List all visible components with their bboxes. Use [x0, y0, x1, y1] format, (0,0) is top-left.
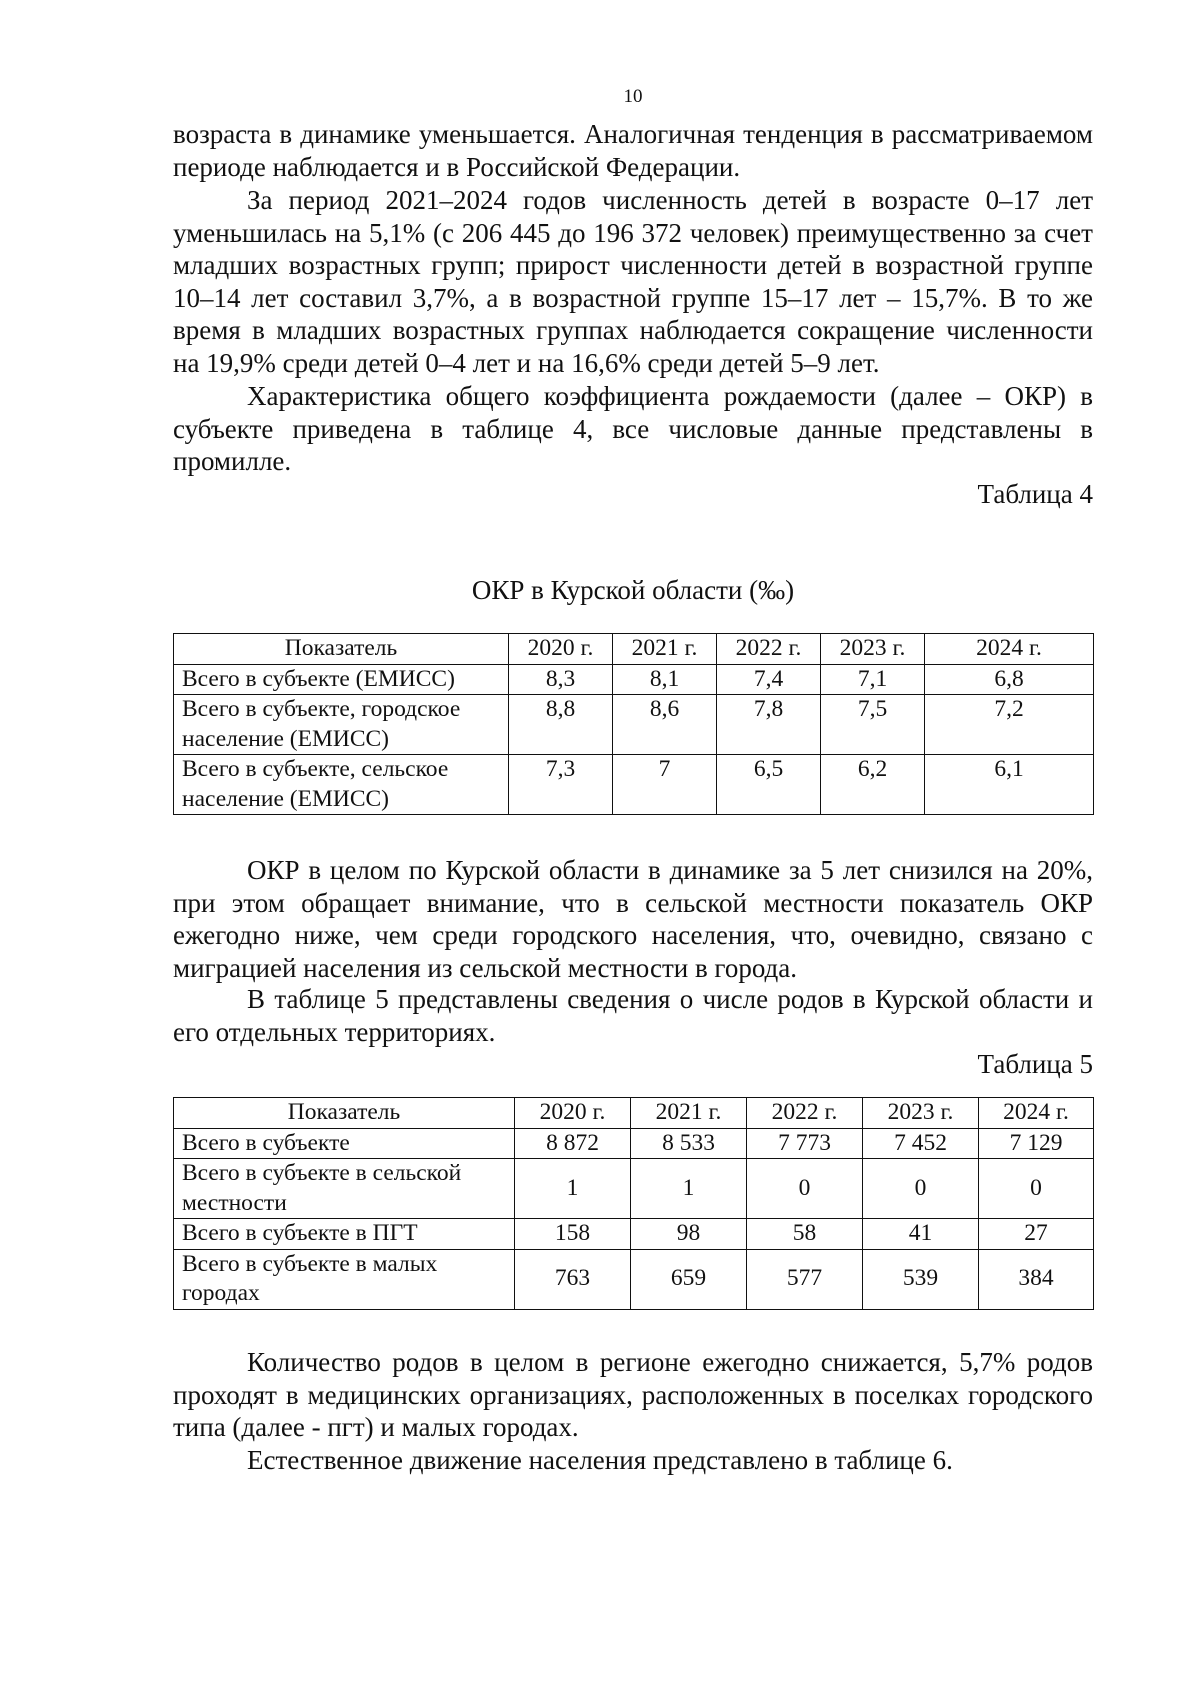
paragraph-4: ОКР в целом по Курской области в динамике за 5 лет снизился на 20%, при этом обращает внимание, что в сельской местности показатель ОКР ежегодно ниже, чем среди городского населения, что, очевидно, связано с миграцией населения из сельской местности в города.: [173, 855, 1093, 983]
table4-cell: 7,1: [821, 664, 925, 695]
table4-caption: Таблица 4: [977, 479, 1093, 509]
table4-cell: 7,8: [717, 695, 821, 755]
table4-cell: 8,3: [509, 664, 613, 695]
table4-cell: Всего в субъекте, сельское население (ЕМИСС): [174, 755, 509, 815]
table5-cell: 8 533: [631, 1128, 747, 1159]
table5-cell: 384: [979, 1249, 1094, 1309]
table5-cell: 763: [515, 1249, 631, 1309]
table5-cell: 7 129: [979, 1128, 1094, 1159]
table4-cell: 8,8: [509, 695, 613, 755]
table-row: [174, 1219, 1094, 1250]
table5-cell: 7 452: [863, 1128, 979, 1159]
table-row: [174, 755, 1094, 815]
table5-cell: 0: [747, 1159, 863, 1219]
paragraph-7: Естественное движение населения представлено в таблице 6.: [247, 1445, 953, 1475]
table5: [173, 1097, 1094, 1310]
table-row: [174, 664, 1094, 695]
table4-header-row: [174, 634, 1094, 665]
table5-cell: 1: [515, 1159, 631, 1219]
table4-cell: 7: [613, 755, 717, 815]
table5-cell: 58: [747, 1219, 863, 1250]
table4-cell: 7,3: [509, 755, 613, 815]
table4-cell: 7,5: [821, 695, 925, 755]
table5-cell: 539: [863, 1249, 979, 1309]
table5-header-row: [174, 1098, 1094, 1129]
table4-cell: 6,8: [925, 664, 1094, 695]
table-row: [174, 1159, 1094, 1219]
table5-cell: 158: [515, 1219, 631, 1250]
table4-header-cell: 2020 г.: [509, 634, 613, 665]
table5-cell: 659: [631, 1249, 747, 1309]
table4-header-cell: Показатель: [174, 634, 509, 665]
table4-cell: Всего в субъекте (ЕМИСС): [174, 664, 509, 695]
table5-cell: Всего в субъекте в ПГТ: [174, 1219, 515, 1250]
table5-cell: 577: [747, 1249, 863, 1309]
table5-header-cell: 2024 г.: [979, 1098, 1094, 1129]
page-number: 10: [623, 86, 643, 107]
table5-header-cell: 2020 г.: [515, 1098, 631, 1129]
table5-header-cell: 2023 г.: [863, 1098, 979, 1129]
table5-cell: Всего в субъекте в малых городах: [174, 1249, 515, 1309]
table5-header-cell: 2022 г.: [747, 1098, 863, 1129]
table5-cell: Всего в субъекте в сельской местности: [174, 1159, 515, 1219]
table5-header-cell: 2021 г.: [631, 1098, 747, 1129]
table4-cell: 6,5: [717, 755, 821, 815]
table4-cell: 6,2: [821, 755, 925, 815]
table4-header-cell: 2021 г.: [613, 634, 717, 665]
table5-cell: 1: [631, 1159, 747, 1219]
paragraph-2: За период 2021–2024 годов численность детей в возрасте 0–17 лет уменьшилась на 5,1% (с 206 445 до 196 372 человек) преимущественно за счет младших возрастных групп; прирост численности детей в возрастной группе 10–14 лет составил 3,7%, а в возрастной группе 15–17 лет – 15,7%. В то же время в младших возрастных группах наблюдается сокращение численности на 19,9% среди детей 0–4 лет и на 16,6% среди детей 5–9 лет.: [173, 185, 1093, 378]
table-row: [174, 1128, 1094, 1159]
paragraph-5: В таблице 5 представлены сведения о числе родов в Курской области и его отдельных территориях.: [173, 984, 1093, 1047]
table-row: [174, 1249, 1094, 1309]
table4-cell: Всего в субъекте, городское население (ЕМИСС): [174, 695, 509, 755]
table4-title: ОКР в Курской области (‰): [471, 575, 795, 605]
table5-cell: Всего в субъекте: [174, 1128, 515, 1159]
table4-header-cell: 2022 г.: [717, 634, 821, 665]
table4-cell: 8,1: [613, 664, 717, 695]
table4-header-cell: 2023 г.: [821, 634, 925, 665]
paragraph-6: Количество родов в целом в регионе ежегодно снижается, 5,7% родов проходят в медицинских организациях, расположенных в поселках городского типа (далее - пгт) и малых городах.: [173, 1347, 1093, 1442]
table5-cell: 8 872: [515, 1128, 631, 1159]
table4-header-cell: 2024 г.: [925, 634, 1094, 665]
paragraph-3: Характеристика общего коэффициента рождаемости (далее – ОКР) в субъекте приведена в таблице 4, все числовые данные представлены в промилле.: [173, 381, 1093, 476]
table4-cell: 6,1: [925, 755, 1094, 815]
table5-cell: 41: [863, 1219, 979, 1250]
table5-cell: 0: [863, 1159, 979, 1219]
table5-caption: Таблица 5: [977, 1049, 1093, 1079]
table4-cell: 7,4: [717, 664, 821, 695]
table5-cell: 0: [979, 1159, 1094, 1219]
table5-cell: 7 773: [747, 1128, 863, 1159]
paragraph-1: возраста в динамике уменьшается. Аналогичная тенденция в рассматриваемом периоде наблюдается и в Российской Федерации.: [173, 119, 1093, 182]
table4-cell: 8,6: [613, 695, 717, 755]
table5-cell: 27: [979, 1219, 1094, 1250]
table5-header-cell: Показатель: [174, 1098, 515, 1129]
table5-cell: 98: [631, 1219, 747, 1250]
table4: [173, 633, 1094, 815]
table4-cell: 7,2: [925, 695, 1094, 755]
table-row: [174, 695, 1094, 755]
